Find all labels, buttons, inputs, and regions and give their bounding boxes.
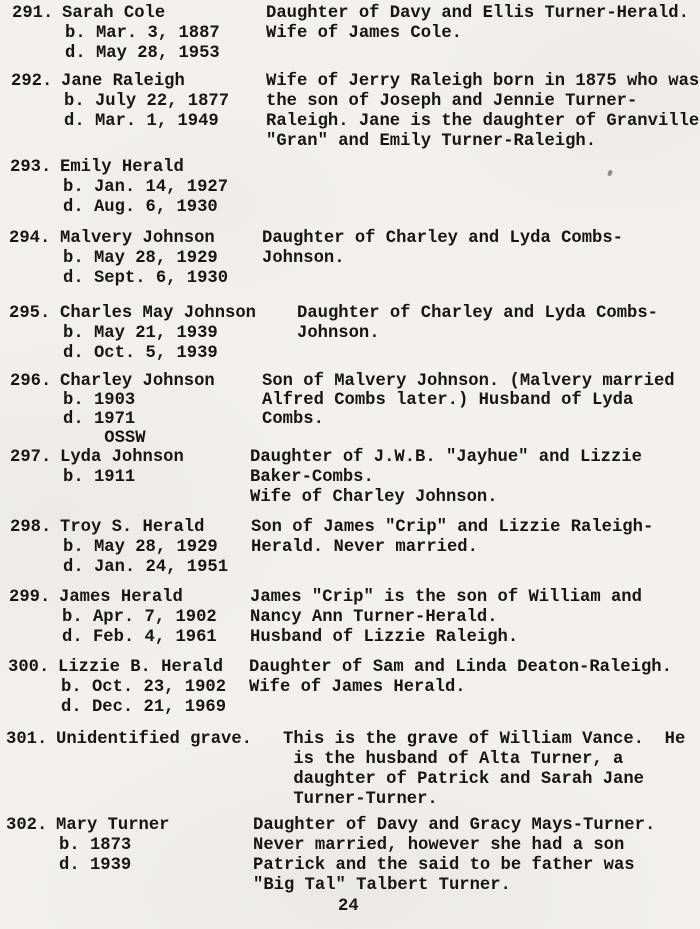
entry-name: Charley Johnson — [60, 372, 215, 391]
entry-description-line: James "Crip" is the son of William and — [250, 588, 642, 607]
entry-name: Lyda Johnson — [60, 448, 184, 467]
entry-description — [297, 304, 658, 344]
entry-description-line: Daughter of Sam and Linda Deaton-Raleigh. — [249, 658, 672, 677]
entry-number: 296. — [10, 372, 52, 391]
entry-number: 298. — [10, 518, 52, 537]
entry-detail-line: d. Mar. 1, 1949 — [64, 112, 219, 131]
entry-description — [251, 518, 653, 558]
entry-detail-line: b. Jan. 14, 1927 — [63, 178, 229, 197]
entry-left-column — [56, 730, 252, 750]
entry-description-line: Herald. Never married. — [251, 538, 478, 557]
entry-left-column — [60, 304, 256, 364]
entry-detail-line: b. 1903 — [63, 391, 136, 410]
entry-left-column — [60, 518, 228, 578]
entry-left-column — [58, 658, 226, 718]
entry-detail-line: d. Dec. 21, 1969 — [61, 698, 227, 717]
entry-left-column — [59, 588, 217, 648]
entry-description-line: Daughter of Charley and Lyda Combs- — [262, 229, 623, 248]
entry-name: Sarah Cole — [62, 4, 166, 23]
entry-left-column — [60, 229, 228, 289]
entry-left-column — [60, 372, 215, 448]
entry-name: Troy S. Herald — [60, 518, 205, 537]
entry-description — [266, 72, 699, 152]
entry-name: James Herald — [59, 588, 183, 607]
entry-description-line: This is the grave of William Vance. He — [283, 730, 686, 749]
entry-name: Jane Raleigh — [61, 72, 185, 91]
entry-detail-line: d. 1939 — [59, 856, 132, 875]
entry-description — [262, 372, 675, 429]
entry-detail-line: b. 1873 — [59, 836, 132, 855]
entry-name: Emily Herald — [60, 158, 184, 177]
entry-left-column — [56, 816, 169, 876]
entry-detail-line: b. Oct. 23, 1902 — [61, 678, 227, 697]
entry-description-line: Johnson. — [262, 249, 345, 268]
grave-entry — [0, 72, 700, 172]
entry-number: 294. — [9, 229, 51, 248]
entry-name: Lizzie B. Herald — [58, 658, 224, 677]
entry-description-line: the son of Joseph and Jennie Turner- — [266, 92, 638, 111]
entry-name: Charles May Johnson — [60, 304, 256, 323]
entry-description — [250, 448, 642, 508]
entry-description-line: Wife of Charley Johnson. — [250, 488, 498, 507]
entry-number: 301. — [6, 730, 48, 749]
entry-left-column — [61, 72, 229, 132]
entry-detail-line: d. 1971 — [63, 410, 136, 429]
entry-number: 292. — [11, 72, 53, 91]
entry-detail-line: d. Oct. 5, 1939 — [63, 344, 218, 363]
entry-description — [250, 588, 642, 648]
entry-description-line: "Big Tal" Talbert Turner. — [253, 876, 511, 895]
entry-detail-line: b. May 21, 1939 — [63, 324, 218, 343]
entry-description-line: Daughter of Davy and Gracy Mays-Turner. — [253, 816, 656, 835]
entry-description-line: Nancy Ann Turner-Herald. — [250, 608, 498, 627]
entry-detail-line: d. Aug. 6, 1930 — [63, 198, 218, 217]
entry-left-column — [62, 4, 220, 64]
entry-description-line: Baker-Combs. — [250, 468, 374, 487]
entry-description-line: Wife of Jerry Raleigh born in 1875 who was — [266, 72, 700, 91]
entry-number: 299. — [9, 588, 51, 607]
entry-detail-line: b. 1911 — [63, 468, 136, 487]
entry-detail-line: d. Jan. 24, 1951 — [63, 558, 229, 577]
entry-description-line: Son of Malvery Johnson. (Malvery married — [262, 372, 675, 391]
entry-left-column — [60, 158, 228, 218]
entry-detail-line: d. May 28, 1953 — [65, 44, 220, 63]
entry-description — [262, 229, 623, 269]
entry-name: Malvery Johnson — [60, 229, 215, 248]
entry-detail-line: b. Mar. 3, 1887 — [65, 24, 220, 43]
entry-detail-line: b. May 28, 1929 — [63, 249, 218, 268]
entry-description-line: daughter of Patrick and Sarah Jane — [283, 770, 644, 789]
entry-detail-line: d. Feb. 4, 1961 — [62, 628, 217, 647]
entry-description-line: Wife of James Herald. — [249, 678, 466, 697]
entry-description-line: Daughter of J.W.B. "Jayhue" and Lizzie — [250, 448, 642, 467]
entry-number: 291. — [12, 4, 54, 23]
entry-description — [253, 816, 655, 896]
entry-description-line: Daughter of Charley and Lyda Combs- — [297, 304, 658, 323]
entry-left-column — [60, 448, 184, 488]
entry-detail-line: d. Sept. 6, 1930 — [63, 269, 229, 288]
entry-detail-line: OSSW — [63, 429, 146, 448]
entry-detail-line: b. Apr. 7, 1902 — [62, 608, 217, 627]
entry-description — [249, 658, 672, 698]
entry-description-line: Combs. — [262, 410, 324, 429]
entry-description-line: Patrick and the said to be father was — [253, 856, 635, 875]
entry-description-line: Turner-Turner. — [283, 790, 438, 809]
entry-name: Mary Turner — [56, 816, 170, 835]
entry-description — [266, 4, 689, 44]
entry-number: 293. — [10, 158, 52, 177]
entry-detail-line: b. May 28, 1929 — [63, 538, 218, 557]
entry-description — [283, 730, 685, 810]
grave-entry — [0, 730, 700, 830]
page-number: 24 — [338, 897, 359, 916]
entry-description-line: Raleigh. Jane is the daughter of Granville — [266, 112, 700, 131]
entry-description-line: Never married, however she had a son — [253, 836, 625, 855]
entry-description-line: Husband of Lizzie Raleigh. — [250, 628, 519, 647]
entry-description-line: is the husband of Alta Turner, a — [283, 750, 624, 769]
entry-description-line: Alfred Combs later.) Husband of Lyda — [262, 391, 634, 410]
entry-description-line: Son of James "Crip" and Lizzie Raleigh- — [251, 518, 654, 537]
entry-number: 300. — [8, 658, 50, 677]
entry-description-line: "Gran" and Emily Turner-Raleigh. — [266, 132, 597, 151]
entry-number: 302. — [6, 816, 48, 835]
entry-number: 295. — [9, 304, 51, 323]
entry-description-line: Wife of James Cole. — [266, 24, 462, 43]
entry-name: Unidentified grave. — [56, 730, 252, 749]
entry-description-line: Johnson. — [297, 324, 380, 343]
entry-detail-line: b. July 22, 1877 — [64, 92, 230, 111]
entry-number: 297. — [10, 448, 52, 467]
entry-description-line: Daughter of Davy and Ellis Turner-Herald. — [266, 4, 689, 23]
